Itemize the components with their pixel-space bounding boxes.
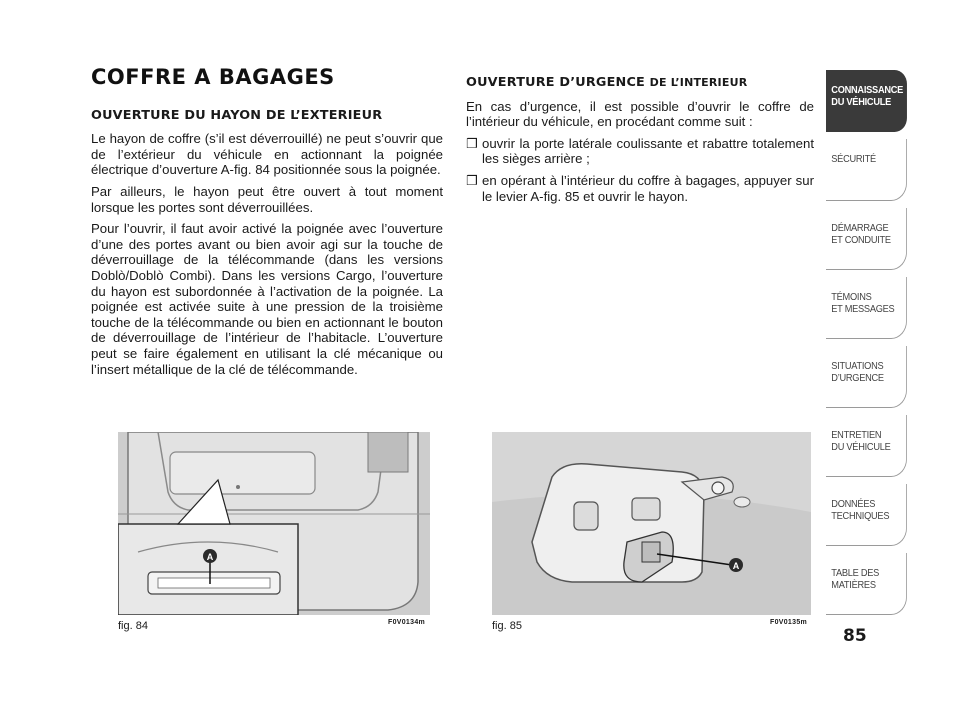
tab-label-line: SÉCURITÉ [831,153,876,165]
paragraph-2: Par ailleurs, le hayon peut être ouvert à tout moment lorsque les portes sont déverrouillées. [91,183,443,215]
figure-85-code: F0V0135m [770,619,808,626]
figure-84-code: F0V0134m [388,619,426,626]
tab-demarrage-conduite[interactable] [826,208,907,270]
right-column [466,75,814,210]
tab-label-line: DU VÉHICULE [831,96,892,108]
tab-label-line: MATIÈRES [831,579,876,591]
section-title-main: OUVERTURE D’URGENCE [466,75,645,90]
section-title-exterior: OUVERTURE DU HAYON DE L’EXTERIEUR [91,107,383,123]
emergency-intro: En cas d’urgence, il est possible d’ouvrir le coffre de l’intérieur du véhicule, en procédant comme suit : [466,98,814,130]
left-column [91,65,443,383]
tab-label-line: DÉMARRAGE [831,222,889,234]
figure-84-tailgate-image [118,432,430,615]
tab-securite[interactable] [826,139,907,201]
tab-connaissance-vehicule[interactable] [826,70,907,132]
section-title-emergency [466,75,814,91]
tab-situations-urgence[interactable] [826,346,907,408]
tab-label-line: ENTRETIEN [831,429,882,441]
tailgate-illustration [118,432,430,615]
tab-label-line: TÉMOINS [831,291,872,303]
tab-temoins-messages[interactable] [826,277,907,339]
tab-label-line: DU VÉHICULE [831,441,891,453]
checkbox-bullet-icon: ❒ [466,172,478,188]
list-item-text: ouvrir la porte latérale coulissante et rabattre totalement les sièges arrière ; [482,135,814,167]
marker-a-label: A [732,561,740,571]
lock-mechanism-illustration [492,432,811,615]
paragraph-3: Pour l’ouvrir, il faut avoir activé la poignée avec l’ouverture d’une des portes avant ou bien avoir agi sur la touche de déverrouillage de la télécommande (dans les versions Doblò/Doblò Combi). Dans les versions Cargo, l’ouverture du hayon est subordonnée à l’activation de la poignée. La poignée est activée suite à une pression de la troisième touche de la télécommande ou bien en actionnant le bouton de déverrouillage de l’intérieur de l’habitacle. L’ouverture peut se faire également en utilisant la clé mécanique ou l’insert métallique de la clé de télécommande. [91,221,443,377]
tab-label-line: TABLE DES [831,567,880,579]
list-item-text: en opérant à l’intérieur du coffre à bagages, appuyer sur le levier A-fig. 85 et ouvrir le hayon. [482,172,814,204]
tab-donnees-techniques[interactable] [826,484,907,546]
tab-entretien-vehicule[interactable] [826,415,907,477]
tab-label-line: TECHNIQUES [831,510,890,522]
tab-label-line: D’URGENCE [831,372,884,384]
tab-label-line: ET MESSAGES [831,303,895,315]
tab-label-line: SITUATIONS [831,360,884,372]
figure-84-caption: fig. 84 [118,620,148,632]
checkbox-bullet-icon: ❒ [466,135,478,151]
page-title: COFFRE A BAGAGES [91,65,335,89]
section-title-small: DE L’INTERIEUR [649,76,748,89]
chapter-tabs [826,70,918,622]
list-item [466,136,814,167]
figure-85-lever-image [492,432,811,615]
page-number: 85 [843,626,867,646]
marker-a-label: A [206,552,214,562]
figure-85-caption: fig. 85 [492,620,522,632]
tab-table-matieres[interactable] [826,553,907,615]
list-item [466,173,814,204]
paragraph-1: Le hayon de coffre (s’il est déverrouillé) ne peut s’ouvrir que de l’extérieur du véhicule en actionnant la poignée électrique d’ouverture A-fig. 84 positionnée sous la poignée. [91,131,443,178]
tab-label-line: CONNAISSANCE [831,84,904,96]
tab-label-line: ET CONDUITE [831,234,891,246]
tab-label-line: DONNÉES [831,498,876,510]
